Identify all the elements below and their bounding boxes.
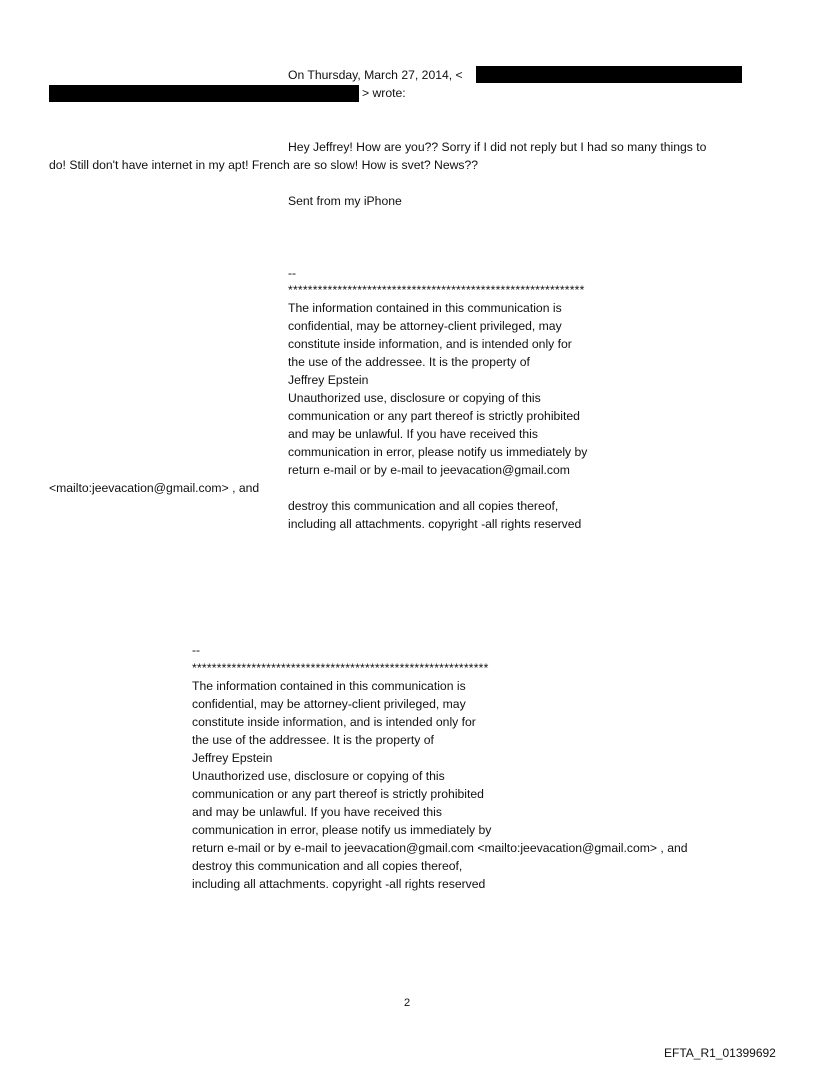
disclaimer-line: constitute inside information, and is intended only for	[288, 337, 572, 351]
separator-stars: ************************************************************	[192, 661, 489, 675]
disclaimer-line: constitute inside information, and is intended only for	[192, 715, 476, 729]
disclaimer-line: Jeffrey Epstein	[288, 373, 369, 387]
disclaimer-line: including all attachments. copyright -all rights reserved	[288, 517, 582, 531]
disclaimer-line: Unauthorized use, disclosure or copying of this	[192, 769, 445, 783]
disclaimer-line: and may be unlawful. If you have received this	[288, 427, 538, 441]
redaction-bar	[49, 85, 359, 102]
disclaimer-inner-tail	[288, 497, 581, 533]
disclaimer-line: destroy this communication and all copies thereof,	[288, 499, 559, 513]
disclaimer-line: The information contained in this communication is	[192, 679, 466, 693]
disclaimer-line: communication or any part thereof is strictly prohibited	[288, 409, 580, 423]
disclaimer-line: return e-mail or by e-mail to jeevacation@gmail.com <mailto:jeevacation@gmail.com> , and	[192, 841, 688, 855]
disclaimer-line: Unauthorized use, disclosure or copying of this	[288, 391, 541, 405]
document-id: EFTA_R1_01399692	[664, 1046, 776, 1060]
disclaimer-line: the use of the addressee. It is the property of	[192, 733, 434, 747]
disclaimer-line: The information contained in this communication is	[288, 301, 562, 315]
disclaimer-line: communication in error, please notify us immediately by	[288, 445, 588, 459]
disclaimer-line: the use of the addressee. It is the property of	[288, 355, 530, 369]
separator-stars: ************************************************************	[288, 283, 585, 297]
page-number: 2	[404, 997, 411, 1009]
disclaimer-line: including all attachments. copyright -all rights reserved	[192, 877, 486, 891]
disclaimer-line: communication or any part thereof is strictly prohibited	[192, 787, 484, 801]
separator-dash: --	[288, 266, 297, 280]
disclaimer-line: and may be unlawful. If you have received this	[192, 805, 442, 819]
disclaimer-line: destroy this communication and all copies thereof,	[192, 859, 463, 873]
disclaimer-line: Jeffrey Epstein	[192, 751, 273, 765]
disclaimer-inner-text	[288, 299, 587, 479]
date-line: On Thursday, March 27, 2014, <	[288, 68, 463, 82]
message-line: do! Still don't have internet in my apt! French are so slow! How is svet? News??	[49, 158, 479, 172]
disclaimer-line: confidential, may be attorney-client privileged, may	[288, 319, 562, 333]
redaction-bar	[476, 66, 742, 83]
disclaimer-line: communication in error, please notify us immediately by	[192, 823, 492, 837]
separator-dash: --	[192, 643, 201, 657]
disclaimer-line: confidential, may be attorney-client privileged, may	[192, 697, 466, 711]
signature: Sent from my iPhone	[288, 194, 402, 208]
message-line: Hey Jeffrey! How are you?? Sorry if I did not reply but I had so many things to	[288, 140, 707, 154]
mailto-line: <mailto:jeevacation@gmail.com> , and	[49, 481, 260, 495]
disclaimer-outer-text	[192, 677, 688, 893]
wrote-line: > wrote:	[362, 86, 406, 100]
disclaimer-line: return e-mail or by e-mail to jeevacation@gmail.com	[288, 463, 570, 477]
